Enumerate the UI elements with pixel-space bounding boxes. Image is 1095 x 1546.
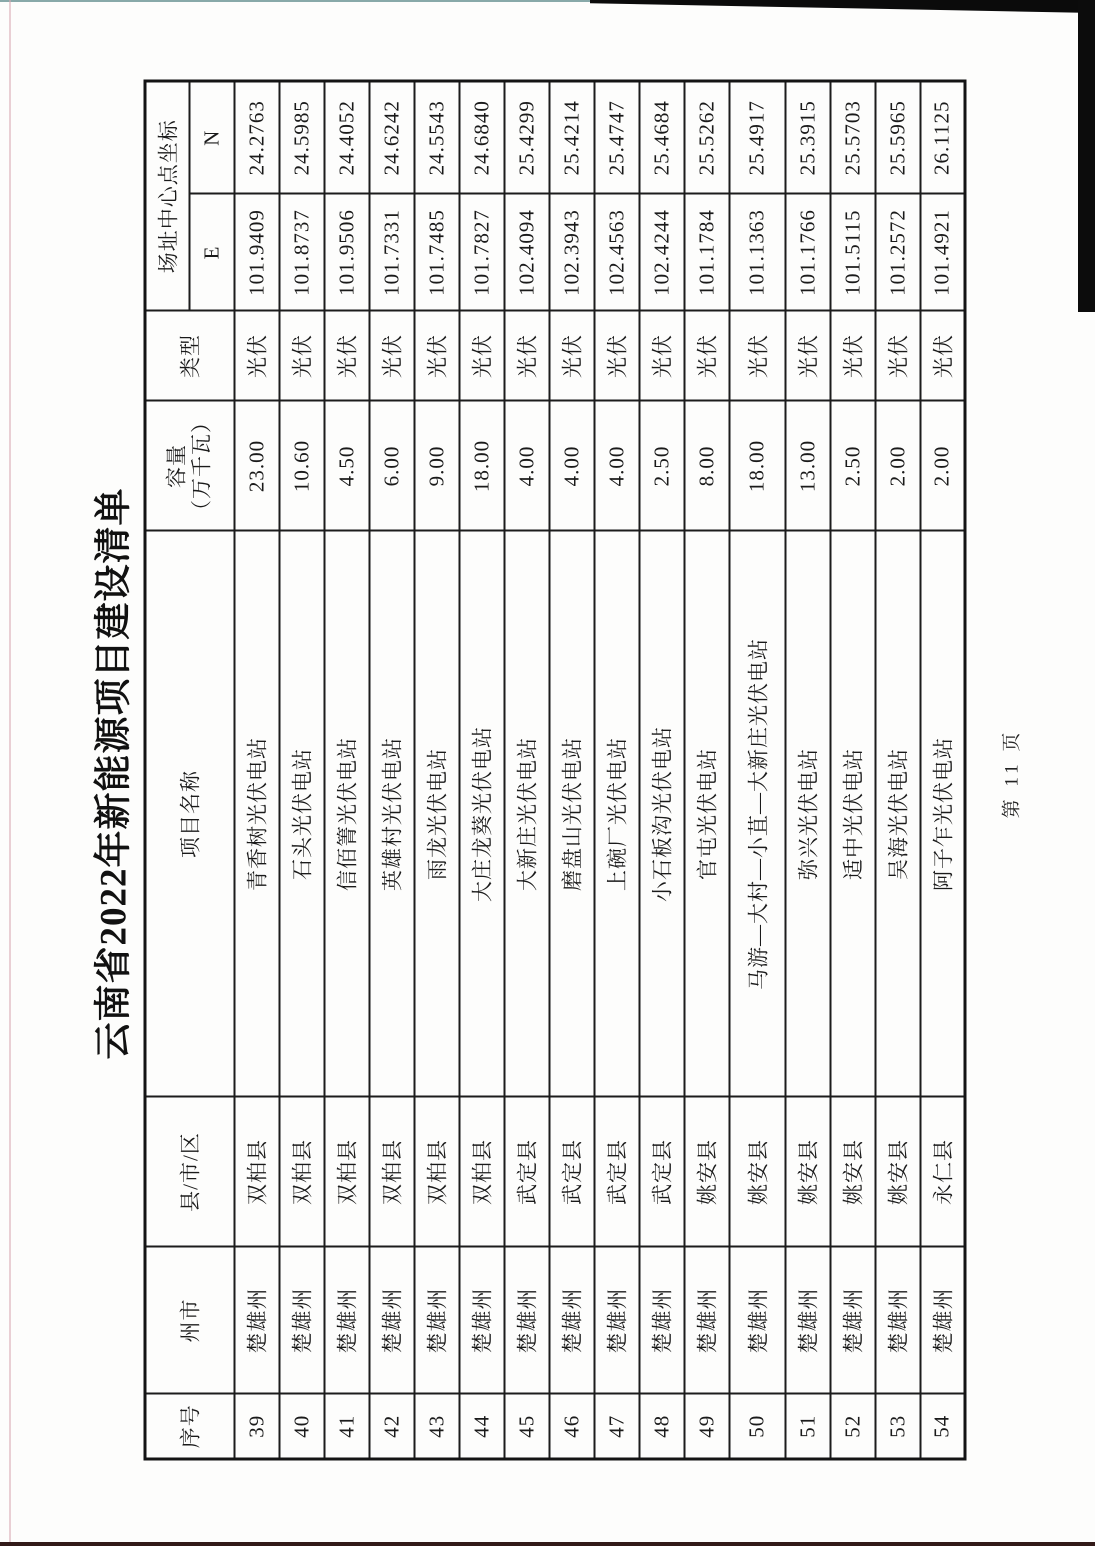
cell-type: 光伏	[594, 311, 639, 401]
header-row-1	[145, 81, 189, 1459]
cell-capacity: 18.00	[459, 401, 504, 531]
cell-coord-n: 24.6840	[459, 81, 504, 194]
cell-type: 光伏	[459, 311, 504, 401]
cell-coord-e: 101.8737	[279, 194, 324, 311]
cell-type: 光伏	[324, 311, 369, 401]
cell-type: 光伏	[830, 311, 875, 401]
cell-project: 石头光伏电站	[279, 531, 324, 1097]
cell-type: 光伏	[875, 311, 920, 401]
cell-project: 英雄村光伏电站	[369, 531, 414, 1097]
cell-index: 46	[549, 1394, 594, 1459]
cell-capacity: 6.00	[369, 401, 414, 531]
cell-type: 光伏	[504, 311, 549, 401]
cell-prefecture: 楚雄州	[785, 1247, 830, 1394]
cell-coord-n: 24.4052	[324, 81, 369, 194]
cell-coord-e: 101.4921	[920, 194, 965, 311]
table-row	[234, 81, 279, 1459]
cell-coord-e: 102.4244	[639, 194, 684, 311]
cell-capacity: 2.50	[830, 401, 875, 531]
cell-coord-e: 101.7331	[369, 194, 414, 311]
cell-coord-n: 24.5985	[279, 81, 324, 194]
cell-county: 双柏县	[414, 1097, 459, 1247]
cell-county: 双柏县	[234, 1097, 279, 1247]
cell-project: 弥兴光伏电站	[785, 531, 830, 1097]
header-capacity-line2: （万千瓦）	[189, 410, 214, 521]
cell-type: 光伏	[234, 311, 279, 401]
cell-coord-n: 25.4684	[639, 81, 684, 194]
cell-county: 双柏县	[279, 1097, 324, 1247]
cell-type: 光伏	[684, 311, 729, 401]
cell-prefecture: 楚雄州	[504, 1247, 549, 1394]
cell-project: 大新庄光伏电站	[504, 531, 549, 1097]
cell-project: 上碗厂光伏电站	[594, 531, 639, 1097]
cell-type: 光伏	[639, 311, 684, 401]
cell-capacity: 2.00	[920, 401, 965, 531]
cell-prefecture: 楚雄州	[684, 1247, 729, 1394]
cell-coord-e: 102.4563	[594, 194, 639, 311]
cell-index: 43	[414, 1394, 459, 1459]
cell-coord-n: 25.4917	[729, 81, 785, 194]
cell-capacity: 4.00	[504, 401, 549, 531]
cell-project: 信佰箐光伏电站	[324, 531, 369, 1097]
cell-capacity: 4.00	[594, 401, 639, 531]
cell-prefecture: 楚雄州	[279, 1247, 324, 1394]
cell-coord-n: 25.3915	[785, 81, 830, 194]
cell-coord-n: 24.5543	[414, 81, 459, 194]
header-coord-e: E	[189, 194, 234, 311]
header-capacity	[145, 401, 234, 531]
cell-type: 光伏	[414, 311, 459, 401]
cell-prefecture: 楚雄州	[639, 1247, 684, 1394]
table-body	[234, 81, 965, 1459]
cell-coord-e: 102.4094	[504, 194, 549, 311]
table-row	[639, 81, 684, 1459]
page-number: 第 11 页	[1001, 728, 1022, 818]
header-prefecture: 州市	[145, 1247, 234, 1394]
cell-index: 39	[234, 1394, 279, 1459]
cell-index: 53	[875, 1394, 920, 1459]
table-row	[549, 81, 594, 1459]
cell-capacity: 2.50	[639, 401, 684, 531]
cell-coord-e: 101.9506	[324, 194, 369, 311]
cell-prefecture: 楚雄州	[729, 1247, 785, 1394]
cell-coord-n: 24.2763	[234, 81, 279, 194]
cell-index: 45	[504, 1394, 549, 1459]
cell-county: 双柏县	[459, 1097, 504, 1247]
table-row	[684, 81, 729, 1459]
cell-county: 永仁县	[920, 1097, 965, 1247]
cell-type: 光伏	[369, 311, 414, 401]
table-row	[594, 81, 639, 1459]
cell-prefecture: 楚雄州	[234, 1247, 279, 1394]
cell-index: 52	[830, 1394, 875, 1459]
cell-coord-n: 25.4747	[594, 81, 639, 194]
cell-county: 姚安县	[830, 1097, 875, 1247]
header-county: 县/市/区	[145, 1097, 234, 1247]
cell-capacity: 18.00	[729, 401, 785, 531]
cell-capacity: 13.00	[785, 401, 830, 531]
cell-project: 雨龙光伏电站	[414, 531, 459, 1097]
cell-coord-n: 25.4214	[549, 81, 594, 194]
cell-prefecture: 楚雄州	[414, 1247, 459, 1394]
cell-prefecture: 楚雄州	[459, 1247, 504, 1394]
cell-index: 49	[684, 1394, 729, 1459]
cell-coord-e: 101.9409	[234, 194, 279, 311]
cell-type: 光伏	[279, 311, 324, 401]
cell-type: 光伏	[729, 311, 785, 401]
cell-prefecture: 楚雄州	[594, 1247, 639, 1394]
cell-capacity: 2.00	[875, 401, 920, 531]
cell-project: 马游—大村—小苴—大新庄光伏电站	[729, 531, 785, 1097]
cell-county: 双柏县	[369, 1097, 414, 1247]
cell-county: 武定县	[594, 1097, 639, 1247]
cell-county: 姚安县	[875, 1097, 920, 1247]
table-row	[785, 81, 830, 1459]
cell-capacity: 10.60	[279, 401, 324, 531]
cell-coord-n: 26.1125	[920, 81, 965, 194]
table-row	[504, 81, 549, 1459]
header-project: 项目名称	[145, 531, 234, 1097]
cell-index: 50	[729, 1394, 785, 1459]
cell-county: 武定县	[549, 1097, 594, 1247]
cell-index: 47	[594, 1394, 639, 1459]
cell-prefecture: 楚雄州	[324, 1247, 369, 1394]
cell-coord-e: 102.3943	[549, 194, 594, 311]
cell-coord-e: 101.1784	[684, 194, 729, 311]
cell-index: 41	[324, 1394, 369, 1459]
cell-coord-n: 25.4299	[504, 81, 549, 194]
header-type: 类型	[145, 311, 234, 401]
cell-index: 51	[785, 1394, 830, 1459]
cell-county: 姚安县	[684, 1097, 729, 1247]
cell-coord-n: 25.5262	[684, 81, 729, 194]
cell-prefecture: 楚雄州	[830, 1247, 875, 1394]
cell-coord-n: 25.5703	[830, 81, 875, 194]
cell-index: 42	[369, 1394, 414, 1459]
table-row	[414, 81, 459, 1459]
cell-capacity: 23.00	[234, 401, 279, 531]
cell-index: 48	[639, 1394, 684, 1459]
cell-type: 光伏	[549, 311, 594, 401]
table-row	[729, 81, 785, 1459]
page-title: 云南省2022年新能源项目建设清单	[93, 487, 134, 1059]
cell-county: 姚安县	[729, 1097, 785, 1247]
cell-county: 双柏县	[324, 1097, 369, 1247]
cell-county: 姚安县	[785, 1097, 830, 1247]
cell-capacity: 9.00	[414, 401, 459, 531]
cell-capacity: 8.00	[684, 401, 729, 531]
table-row	[459, 81, 504, 1459]
cell-project: 适中光伏电站	[830, 531, 875, 1097]
cell-capacity: 4.50	[324, 401, 369, 531]
cell-type: 光伏	[785, 311, 830, 401]
cell-project: 大庄龙葵光伏电站	[459, 531, 504, 1097]
table-row	[279, 81, 324, 1459]
cell-coord-e: 101.1766	[785, 194, 830, 311]
cell-project: 阿子乍光伏电站	[920, 531, 965, 1097]
cell-project: 青香树光伏电站	[234, 531, 279, 1097]
header-coordinates: 场址中心点坐标	[145, 81, 189, 311]
cell-project: 小石板沟光伏电站	[639, 531, 684, 1097]
cell-project: 吴海光伏电站	[875, 531, 920, 1097]
cell-coord-e: 101.7485	[414, 194, 459, 311]
cell-coord-e: 101.5115	[830, 194, 875, 311]
cell-coord-e: 101.7827	[459, 194, 504, 311]
cell-project: 磨盘山光伏电站	[549, 531, 594, 1097]
table-row	[920, 81, 965, 1459]
cell-county: 武定县	[639, 1097, 684, 1247]
projects-table	[143, 79, 966, 1460]
cell-coord-n: 25.5965	[875, 81, 920, 194]
cell-coord-n: 24.6242	[369, 81, 414, 194]
table-row	[875, 81, 920, 1459]
cell-type: 光伏	[920, 311, 965, 401]
table-header	[145, 81, 234, 1459]
cell-prefecture: 楚雄州	[549, 1247, 594, 1394]
header-coord-n: N	[189, 81, 234, 194]
header-capacity-line1: 容量	[164, 443, 189, 488]
header-index: 序号	[145, 1394, 234, 1459]
table-row	[324, 81, 369, 1459]
cell-capacity: 4.00	[549, 401, 594, 531]
cell-index: 44	[459, 1394, 504, 1459]
cell-index: 40	[279, 1394, 324, 1459]
cell-prefecture: 楚雄州	[875, 1247, 920, 1394]
table-row	[369, 81, 414, 1459]
cell-county: 武定县	[504, 1097, 549, 1247]
cell-coord-e: 101.1363	[729, 194, 785, 311]
cell-index: 54	[920, 1394, 965, 1459]
cell-prefecture: 楚雄州	[369, 1247, 414, 1394]
cell-project: 官屯光伏电站	[684, 531, 729, 1097]
table-row	[830, 81, 875, 1459]
cell-coord-e: 101.2572	[875, 194, 920, 311]
cell-prefecture: 楚雄州	[920, 1247, 965, 1394]
